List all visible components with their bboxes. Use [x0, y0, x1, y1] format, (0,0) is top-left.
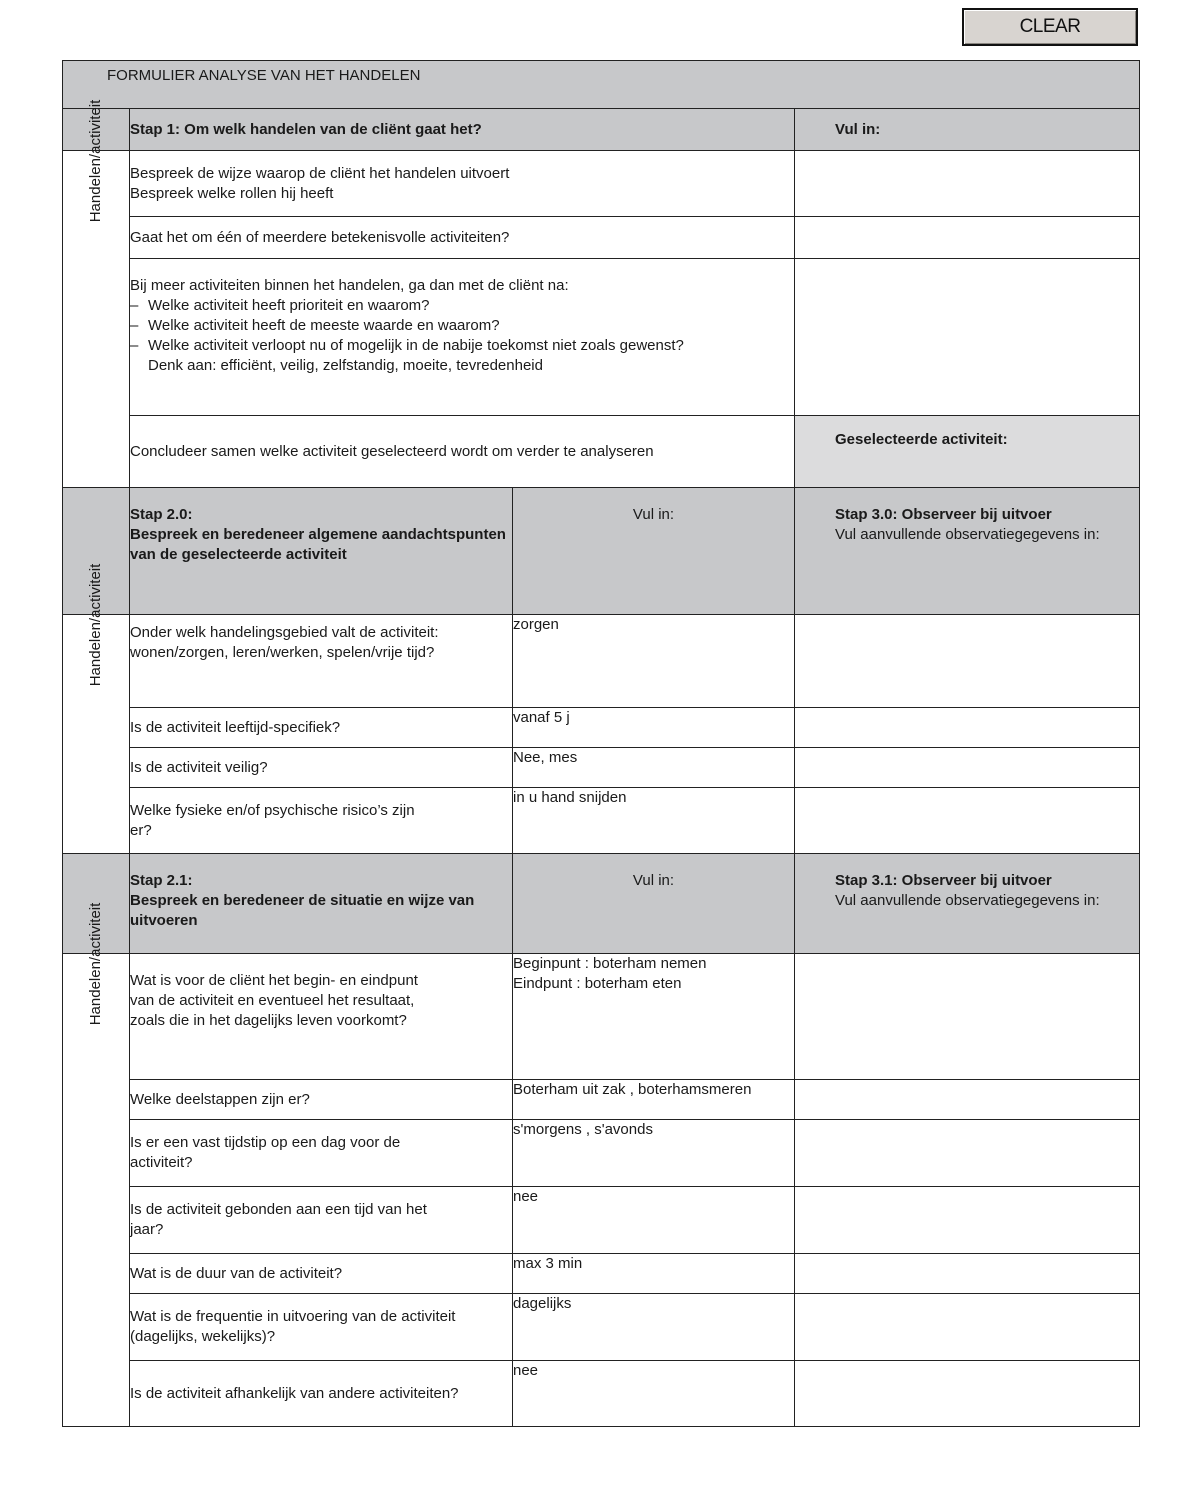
- stap3-1-title: Stap 3.1: Observeer bij uitvoer: [835, 872, 1052, 889]
- stap3-1-observation-field[interactable]: [795, 1294, 1140, 1361]
- side-label-cell-1: [63, 99, 130, 488]
- stap2-0-header: [130, 488, 513, 615]
- stap1-answer-field[interactable]: [795, 217, 1140, 259]
- stap1-header: Stap 1: Om welk handelen van de cliënt gaat het?: [130, 109, 795, 151]
- stap2-1-question: Wat is voor de cliënt het begin- en eindpunt van de activiteit en eventueel het resultaat, zoals die in het dagelijks leven voorkomt?: [130, 954, 513, 1080]
- side-label: Handelen/activiteit: [87, 99, 104, 223]
- stap3-0-observation-field[interactable]: [795, 615, 1140, 708]
- clear-button[interactable]: CLEAR: [962, 8, 1138, 46]
- stap2-1-fill-header: Vul in:: [513, 854, 795, 954]
- stap1-question: Gaat het om één of meerdere betekenisvolle activiteiten?: [130, 217, 795, 259]
- stap1-multi-intro: Bij meer activiteiten binnen het handelen, ga dan met de cliënt na:: [130, 277, 569, 294]
- stap2-1-question: Wat is de duur van de activiteit?: [130, 1254, 513, 1294]
- stap1-answer-field[interactable]: [795, 259, 1140, 416]
- stap1-multi-list: [130, 296, 684, 376]
- stap3-0-title: Stap 3.0: Observeer bij uitvoer: [835, 506, 1052, 523]
- stap3-1-observation-field[interactable]: [795, 1080, 1140, 1120]
- stap3-0-subtitle: Vul aanvullende observatiegegevens in:: [835, 526, 1100, 543]
- stap3-1-subtitle: Vul aanvullende observatiegegevens in:: [835, 892, 1100, 909]
- stap3-1-header: [795, 854, 1140, 954]
- stap2-1-answer-field[interactable]: s'morgens , s'avonds: [513, 1120, 795, 1187]
- stap3-0-header: [795, 488, 1140, 615]
- stap2-1-header: [130, 854, 513, 954]
- stap2-0-answer-field[interactable]: in u hand snijden: [513, 788, 795, 854]
- stap2-1-answer-field[interactable]: Beginpunt : boterham nemen Eindpunt : boterham eten: [513, 954, 795, 1080]
- form-title: FORMULIER ANALYSE VAN HET HANDELEN: [107, 67, 421, 84]
- stap2-0-answer-field[interactable]: vanaf 5 j: [513, 708, 795, 748]
- stap1-answer-field[interactable]: [795, 151, 1140, 217]
- list-item: – Welke activiteit heeft de meeste waarde en waarom?: [130, 316, 684, 336]
- stap2-1-subtitle: Bespreek en beredeneer de situatie en wijze van uitvoeren: [130, 892, 475, 929]
- analysis-form: [62, 60, 1140, 1427]
- stap2-0-question: Welke fysieke en/of psychische risico’s zijn er?: [130, 788, 513, 854]
- stap3-1-observation-field[interactable]: [795, 1254, 1140, 1294]
- stap2-0-fill-header: Vul in:: [513, 488, 795, 615]
- stap3-1-observation-field[interactable]: [795, 1361, 1140, 1427]
- form-title-cell: [63, 61, 1140, 109]
- stap1-fill-header: Vul in:: [795, 109, 1140, 151]
- stap2-1-question: Wat is de frequentie in uitvoering van de activiteit (dagelijks, wekelijks)?: [130, 1294, 513, 1361]
- list-item: – Welke activiteit heeft prioriteit en waarom?: [130, 296, 684, 316]
- stap2-1-answer-field[interactable]: nee: [513, 1361, 795, 1427]
- stap2-1-question: Welke deelstappen zijn er?: [130, 1080, 513, 1120]
- selected-activity-field[interactable]: Geselecteerde activiteit:: [795, 416, 1140, 488]
- stap3-1-observation-field[interactable]: [795, 1120, 1140, 1187]
- list-item: – Welke activiteit verloopt nu of mogelijk in de nabije toekomst niet zoals gewenst? Denk aan: efficiënt, veilig, zelfstandig, moeite, tevredenheid: [130, 336, 684, 376]
- side-label-cell-2: [63, 563, 130, 854]
- stap1-conclude: Concludeer samen welke activiteit geselecteerd wordt om verder te analyseren: [130, 416, 795, 488]
- stap2-1-title: Stap 2.1:: [130, 872, 193, 889]
- stap2-1-answer-field[interactable]: max 3 min: [513, 1254, 795, 1294]
- stap2-1-question: Is de activiteit gebonden aan een tijd van het jaar?: [130, 1187, 513, 1254]
- stap2-1-answer-field[interactable]: Boterham uit zak , boterhamsmeren: [513, 1080, 795, 1120]
- side-label-cell-3: [63, 902, 130, 1427]
- stap1-question: Bespreek de wijze waarop de cliënt het handelen uitvoert Bespreek welke rollen hij heeft: [130, 151, 795, 217]
- side-label: Handelen/activiteit: [87, 902, 104, 1026]
- stap2-1-question: Is de activiteit afhankelijk van andere activiteiten?: [130, 1361, 513, 1427]
- stap3-0-observation-field[interactable]: [795, 708, 1140, 748]
- stap3-0-observation-field[interactable]: [795, 748, 1140, 788]
- side-label: Handelen/activiteit: [87, 563, 104, 687]
- stap2-0-question: Is de activiteit veilig?: [130, 748, 513, 788]
- stap3-1-observation-field[interactable]: [795, 1187, 1140, 1254]
- stap2-1-answer-field[interactable]: nee: [513, 1187, 795, 1254]
- stap2-0-subtitle: Bespreek en beredeneer algemene aandachtspunten van de geselecteerde activiteit: [130, 526, 506, 563]
- stap2-1-answer-field[interactable]: dagelijks: [513, 1294, 795, 1361]
- stap2-0-answer-field[interactable]: zorgen: [513, 615, 795, 708]
- stap2-0-question: Onder welk handelingsgebied valt de activiteit: wonen/zorgen, leren/werken, spelen/vrije tijd?: [130, 615, 513, 708]
- stap2-0-title: Stap 2.0:: [130, 506, 193, 523]
- stap1-multi-question: [130, 259, 795, 416]
- stap2-0-question: Is de activiteit leeftijd-specifiek?: [130, 708, 513, 748]
- stap2-1-question: Is er een vast tijdstip op een dag voor de activiteit?: [130, 1120, 513, 1187]
- stap2-0-answer-field[interactable]: Nee, mes: [513, 748, 795, 788]
- stap3-0-observation-field[interactable]: [795, 788, 1140, 854]
- stap3-1-observation-field[interactable]: [795, 954, 1140, 1080]
